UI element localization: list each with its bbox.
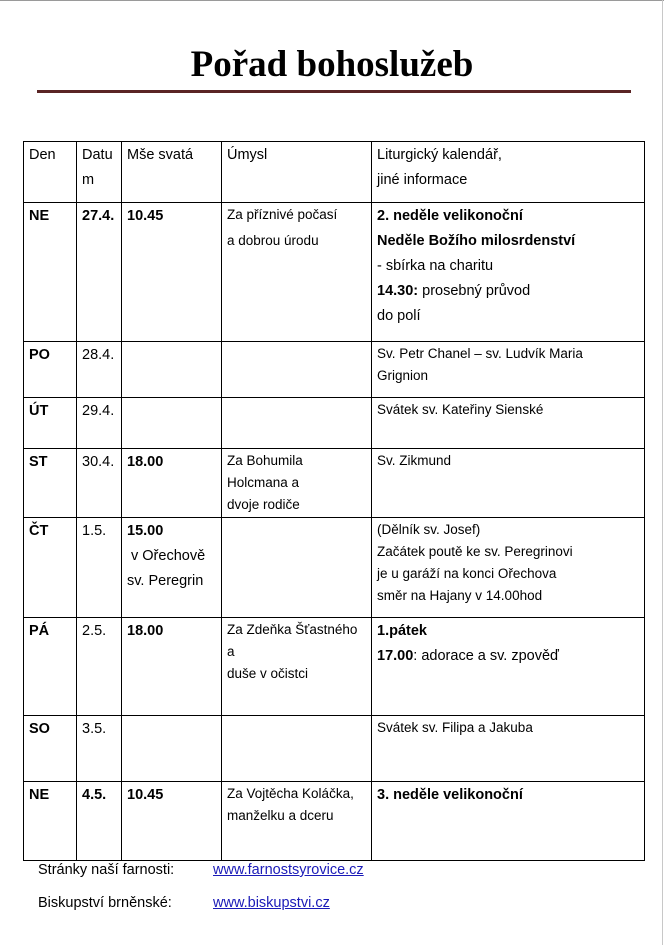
table-row: [24, 449, 645, 518]
mass-cell: 15.00 v Ořechově sv. Peregrin: [122, 518, 222, 618]
liturgy-cell: 3. neděle velikonoční: [372, 782, 645, 861]
top-border: [0, 0, 664, 1]
title-underline: [37, 90, 631, 93]
liturgy-cell: Sv. Petr Chanel – sv. Ludvík Maria Grignion: [372, 342, 645, 398]
intention-cell: Za Zdeňka Šťastného a duše v očistci: [222, 618, 372, 716]
table-row: [24, 716, 645, 782]
intention-cell: [222, 716, 372, 782]
day-cell: ÚT: [24, 398, 77, 449]
date-cell: 3.5.: [77, 716, 122, 782]
right-border: [662, 0, 663, 945]
header-umysl: Úmysl: [222, 142, 372, 203]
table-row: [24, 782, 645, 861]
header-den: Den: [24, 142, 77, 203]
liturgy-cell: (Dělník sv. Josef) Začátek poutě ke sv. Peregrinovi je u garáží na konci Ořechova směr na Hajany v 14.00hod: [372, 518, 645, 618]
intention-cell: [222, 518, 372, 618]
table-row: [24, 398, 645, 449]
date-cell: 30.4.: [77, 449, 122, 518]
parish-label: Stránky naší farnosti:: [38, 862, 175, 878]
header-row: [24, 142, 645, 203]
parish-link[interactable]: www.farnostsyrovice.cz: [213, 862, 364, 878]
liturgy-cell: Svátek sv. Filipa a Jakuba: [372, 716, 645, 782]
liturgy-cell: Sv. Zikmund: [372, 449, 645, 518]
footer-diocese: [38, 893, 330, 913]
intention-cell: Za Bohumila Holcmana a dvoje rodiče: [222, 449, 372, 518]
table-row: [24, 618, 645, 716]
table-row: [24, 203, 645, 342]
diocese-link[interactable]: www.biskupstvi.cz: [213, 895, 330, 911]
mass-cell: 18.00: [122, 449, 222, 518]
liturgy-cell: Svátek sv. Kateřiny Sienské: [372, 398, 645, 449]
table-row: [24, 518, 645, 618]
date-cell: 1.5.: [77, 518, 122, 618]
date-cell: 2.5.: [77, 618, 122, 716]
footer-parish: [38, 860, 364, 880]
day-cell: ČT: [24, 518, 77, 618]
day-cell: NE: [24, 203, 77, 342]
header-liturgicky: Liturgický kalendář, jiné informace: [372, 142, 645, 203]
day-cell: ST: [24, 449, 77, 518]
header-mse: Mše svatá: [122, 142, 222, 203]
day-cell: NE: [24, 782, 77, 861]
liturgy-cell: 1.pátek 17.00: adorace a sv. zpověď: [372, 618, 645, 716]
diocese-label: Biskupství brněnské:: [38, 895, 172, 911]
day-cell: PO: [24, 342, 77, 398]
intention-cell: [222, 342, 372, 398]
intention-cell: [222, 398, 372, 449]
mass-schedule-table: [23, 141, 645, 861]
mass-cell: 18.00: [122, 618, 222, 716]
day-cell: SO: [24, 716, 77, 782]
day-cell: PÁ: [24, 618, 77, 716]
mass-cell: [122, 716, 222, 782]
mass-cell: [122, 342, 222, 398]
page-title: Pořad bohoslužeb: [190, 44, 474, 85]
table-row: [24, 342, 645, 398]
date-cell: 29.4.: [77, 398, 122, 449]
liturgy-cell: 2. neděle velikonoční Neděle Božího milosrdenství - sbírka na charitu 14.30: prosebný průvod do polí: [372, 203, 645, 342]
date-cell: 4.5.: [77, 782, 122, 861]
mass-cell: 10.45: [122, 203, 222, 342]
date-cell: 28.4.: [77, 342, 122, 398]
mass-cell: 10.45: [122, 782, 222, 861]
mass-cell: [122, 398, 222, 449]
date-cell: 27.4.: [77, 203, 122, 342]
intention-cell: Za Vojtěcha Koláčka, manželku a dceru: [222, 782, 372, 861]
intention-cell: Za příznivé počasí a dobrou úrodu: [222, 203, 372, 342]
header-datum: Datu m: [77, 142, 122, 203]
